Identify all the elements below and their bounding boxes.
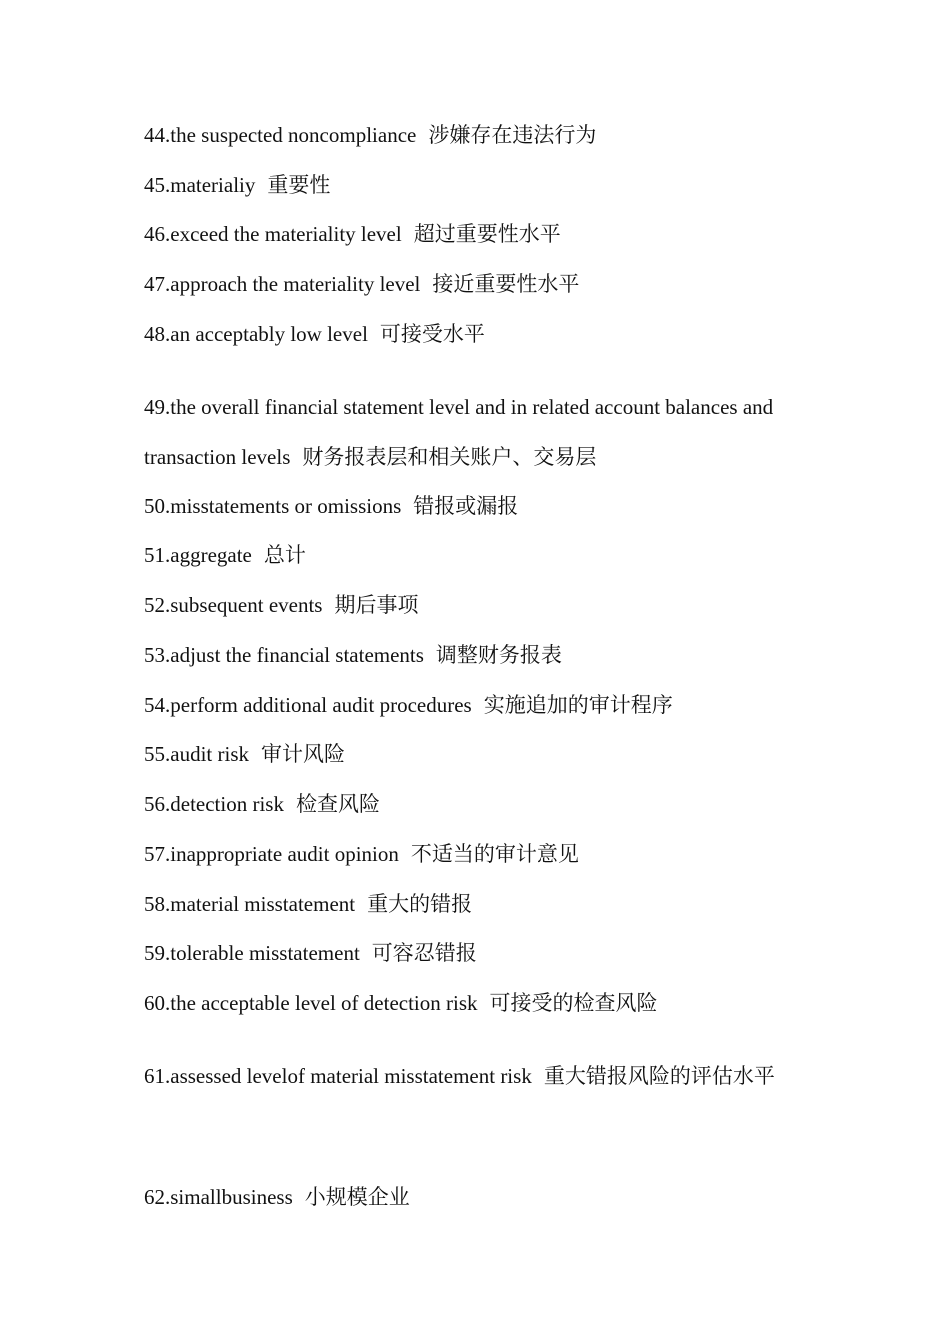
entry-term: 58.material misstatement [144, 892, 356, 916]
glossary-entry-49 [144, 382, 824, 482]
entry-translation: 接近重要性水平 [432, 272, 580, 296]
entry-term: 47.approach the materiality level [144, 272, 421, 296]
entry-translation: 不适当的审计意见 [410, 842, 579, 866]
entry-translation: 检查风险 [295, 792, 380, 816]
entry-translation: 期后事项 [334, 593, 419, 617]
entry-term: 61.assessed levelof material misstatement risk [144, 1064, 532, 1088]
glossary-entry-55 [144, 729, 824, 779]
entry-translation: 超过重要性水平 [413, 222, 561, 246]
glossary-entry-61 [144, 1051, 824, 1101]
entry-translation: 实施追加的审计程序 [483, 693, 673, 717]
glossary-entry-56 [144, 779, 824, 829]
entry-term: 52.subsequent events [144, 593, 323, 617]
entry-term: 54.perform additional audit procedures [144, 693, 472, 717]
entry-translation: 可接受的检查风险 [489, 991, 658, 1015]
entry-translation: 错报或漏报 [413, 494, 519, 518]
entry-term: 53.adjust the financial statements [144, 643, 424, 667]
glossary-entry-50 [144, 481, 824, 531]
entry-translation: 审计风险 [261, 742, 345, 766]
entry-term: 49.the overall financial statement level and in related account balances and transaction levels [144, 395, 774, 469]
entry-translation: 重要性 [267, 173, 331, 197]
glossary-entry-47 [144, 259, 824, 309]
entry-term: 46.exceed the materiality level [144, 222, 402, 246]
entry-term: 51.aggregate [144, 543, 252, 567]
entry-translation: 重大的错报 [367, 892, 473, 916]
entry-term: 60.the acceptable level of detection risk [144, 991, 478, 1015]
entry-term: 57.inappropriate audit opinion [144, 842, 399, 866]
glossary-entry-54 [144, 680, 824, 730]
entry-term: 59.tolerable misstatement [144, 941, 360, 965]
glossary-entry-45 [144, 160, 824, 210]
glossary-entry-44 [144, 110, 824, 160]
entry-translation: 调整财务报表 [435, 643, 562, 667]
glossary-entry-59 [144, 928, 824, 978]
glossary-entry-53 [144, 630, 824, 680]
glossary-entry-48 [144, 309, 824, 359]
glossary-entry-60 [144, 978, 824, 1028]
entry-term: 45.materialiy [144, 173, 256, 197]
glossary-entry-52 [144, 580, 824, 630]
entry-translation: 小规模企业 [304, 1185, 410, 1209]
glossary-entry-46 [144, 209, 824, 259]
entry-translation: 财务报表层和相关账户、交易层 [302, 445, 597, 469]
entry-translation: 可接受水平 [379, 322, 485, 346]
entry-translation: 总计 [263, 543, 306, 567]
entry-term: 44.the suspected noncompliance [144, 123, 417, 147]
entry-translation: 可容忍错报 [371, 941, 477, 965]
glossary-entry-51 [144, 530, 824, 580]
glossary-entry-62 [144, 1172, 824, 1222]
entry-term: 56.detection risk [144, 792, 284, 816]
entry-translation: 涉嫌存在违法行为 [428, 123, 597, 147]
entry-term: 50.misstatements or omissions [144, 494, 402, 518]
glossary-entry-57 [144, 829, 824, 879]
glossary-entry-58 [144, 879, 824, 929]
entry-translation: 重大错报风险的评估水平 [543, 1064, 775, 1088]
entry-term: 48.an acceptably low level [144, 322, 368, 346]
entry-term: 55.audit risk [144, 742, 249, 766]
entry-term: 62.simallbusiness [144, 1185, 293, 1209]
